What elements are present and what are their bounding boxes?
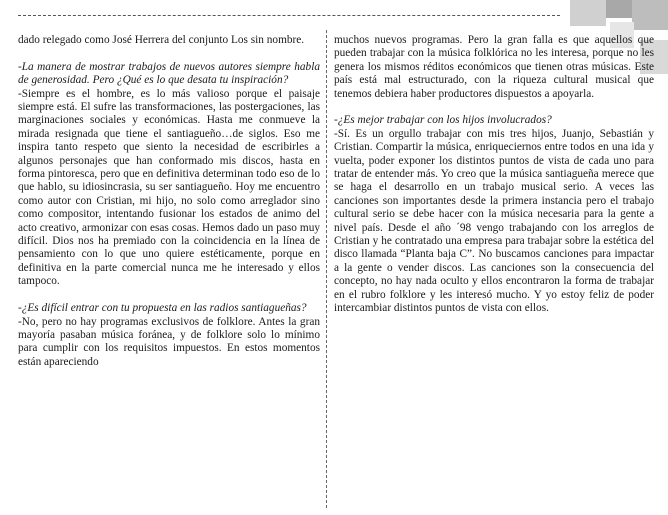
decorative-square [606, 0, 632, 18]
decorative-square [570, 0, 606, 26]
decorative-square [632, 0, 668, 30]
interview-question: -La manera de mostrar trabajos de nuevos autores siempre habla de generosidad. Pero ¿Qué es lo que desata tu inspiración? [18, 60, 320, 87]
interview-paragraph: -Sí. Es un orgullo trabajar con mis tres hijos, Juanjo, Sebastián y Cristian. Compartir la música, enriqueciernos entre todos en una ida y vuelta, poder exponer los distintos puntos de vista de cada uno para tratar de entender más. Yo creo que la música santiagueña merece que se haga el desarrollo en un trabajo musical serio. A veces las canciones son importantes desde la primera instancia pero el trabajo cultural serio se debe hacer con la música necesaria para la gente a nivel país. Desde el año ´98 vengo trabajando con los arreglos de Cristian y he contratado una empresa para trabajar sobre la estética del disco llamada “Planta baja C”. No buscamos canciones para impactar a la gente o vender discos. Las canciones son la consecuencia del concepto, no hay nada oculto y ellos encontraron la forma de trabajar en el rubro folklore y les interesó mucho. Y yo estoy feliz de poder intercambiar distintos puntos de vista con ellos. [334, 127, 654, 315]
interview-paragraph: -Siempre es el hombre, es lo más valioso porque el paisaje siempre está. El sufre las transformaciones, las postergaciones, las marginaciones sociales y económicas. Hasta me conmueve la mirada resignada que tiene el santiagueño…de siglos. Eso me inspira tanto respeto que siento la necesidad de escribirles a algunos personajes que han conformado mis discos, hasta en forma pintoresca, pero que en definitiva determinan todo eso de lo que hablo, su idiosincrasia, su ser santiagueño. Hoy me encuentro como autor con Cristian, mi hijo, no solo como arreglador sino como compositor, intentando fusionar los estados de animo del acto creativo, armonizar con esas cosas. Hemos dado un paso muy difícil. Dios nos ha premiado con la coincidencia en la línea de pensamiento con lo que uno quiere estéticamente, porque en definitiva en la parte comercial nunca me he interesado y ellos tampoco. [18, 87, 320, 288]
interview-paragraph: dado relegado como José Herrera del conjunto Los sin nombre. [18, 34, 305, 46]
interview-paragraph: muchos nuevos programas. Pero la gran falla es que aquellos que pueden trabajar con la música folklórica no les interesa, porque no les genera los mismos réditos económicos que tienen otras músicas. Este país está mal estructurado, con la riqueza cultural musical que tenemos debiera haber productores dispuestos a apoyarla. [334, 34, 654, 100]
interview-question: -¿Es mejor trabajar con los hijos involucrados? [334, 114, 552, 127]
right-column [334, 34, 654, 316]
interview-paragraph: -No, pero no hay programas exclusivos de folklore. Antes la gran mayoría pasaban música foránea, y de folklore solo lo mínimo para cumplir con los requisitos impuestos. En estos momentos están apareciendo [18, 315, 320, 368]
left-column [18, 34, 320, 369]
interview-question: -¿Es difícil entrar con tu propuesta en las radios santiagueñas? [18, 302, 307, 315]
column-divider [326, 30, 327, 508]
top-dashed-rule [18, 15, 560, 16]
